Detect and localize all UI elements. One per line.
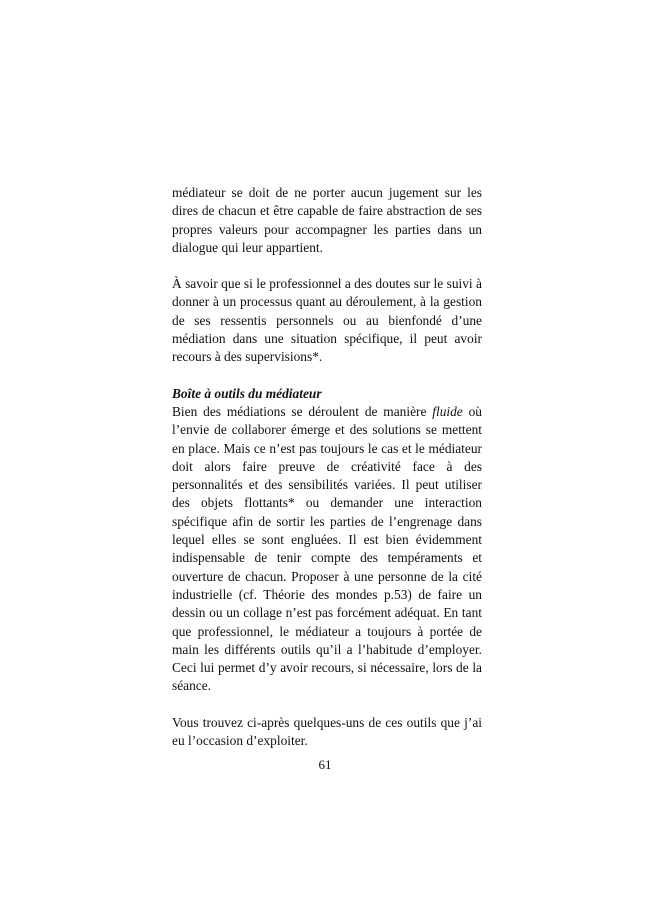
page-number: 61 (318, 757, 332, 772)
paragraph-supervision: À savoir que si le professionnel a des doutes sur le suivi à donner à un processus quant au déroulement, à la gestion de ses ressentis personnels ou au bienfondé d’une médiation dans une situation spécifique, il peut avoir recours à des supervisions*. (172, 276, 482, 365)
paragraph-spacer (172, 257, 482, 275)
paragraph-toolbox-start: Bien des médiations se déroulent de manière (172, 403, 433, 419)
page-body (172, 184, 482, 750)
section-heading: Boîte à outils du médiateur (172, 385, 322, 401)
paragraph-mediator-neutrality: médiateur se doit de ne porter aucun jugement sur les dires de chacun et être capable de faire abstraction de ses propres valeurs pour accompagner les parties dans un dialogue qui leur appartient. (172, 185, 482, 255)
paragraph-spacer (172, 696, 482, 714)
italic-term-fluide: fluide (432, 403, 463, 419)
paragraph-tools-intro: Vous trouvez ci-après quelques-uns de ces outils que j’ai eu l’occasion d’exploiter. (172, 714, 482, 749)
paragraph-spacer (172, 367, 482, 385)
paragraph-toolbox-rest: où l’envie de collaborer émerge et des solutions se mettent en place. Mais ce n’est pas toujours le cas et le médiateur doit alors faire preuve de créativité face à des personnalités et des sensibilités variées. Il peut utiliser des objets flottants* ou demander une interaction spécifique afin de sortir les parties de l’engrenage dans lequel elles se sont engluées. Il est bien évidemment indispensable de tenir compte des tempéraments et ouverture de chacun. Proposer à une personne de la cité industrielle (cf. Théorie des mondes p.53) de faire un dessin ou un collage n’est pas forcément adéquat. En tant que professionnel, le médiateur a toujours à portée de main les différents outils qu’il a l’habitude d’employer. Ceci lui permet d’y avoir recours, si nécessaire, lors de la séance. (172, 403, 482, 694)
paragraph-toolbox (172, 403, 482, 696)
